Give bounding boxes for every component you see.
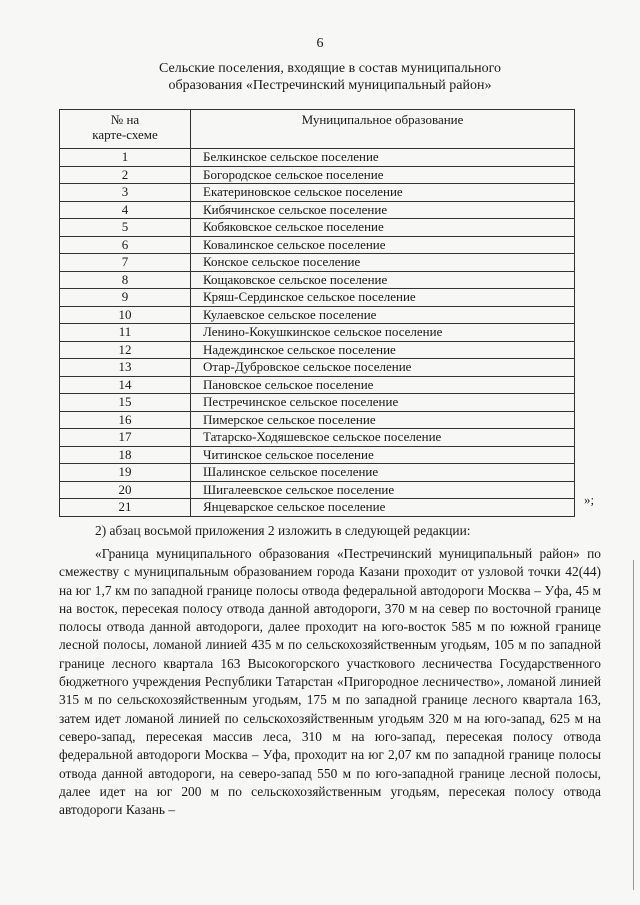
row-number: 20	[60, 481, 191, 499]
amendment-intro: 2) абзац восьмой приложения 2 изложить в следующей редакции:	[95, 523, 471, 538]
table-body	[60, 149, 575, 517]
row-settlement-name: Кощаковское сельское поселение	[191, 271, 575, 289]
row-settlement-name: Ленино-Кокушкинское сельское поселение	[191, 324, 575, 342]
closing-quote: »;	[584, 492, 595, 507]
row-number: 4	[60, 201, 191, 219]
row-settlement-name: Кибячинское сельское поселение	[191, 201, 575, 219]
row-number: 14	[60, 376, 191, 394]
row-settlement-name: Кряш-Сердинское сельское поселение	[191, 289, 575, 307]
table-row	[60, 499, 575, 517]
column-header-number-line-2: карте-схеме	[92, 127, 158, 142]
table-row	[60, 201, 575, 219]
table-row	[60, 429, 575, 447]
table-row	[60, 376, 575, 394]
row-number: 12	[60, 341, 191, 359]
table-row	[60, 324, 575, 342]
row-settlement-name: Татарско-Ходяшевское сельское поселение	[191, 429, 575, 447]
row-number: 11	[60, 324, 191, 342]
table-heading	[120, 60, 540, 94]
row-number: 10	[60, 306, 191, 324]
row-number: 19	[60, 464, 191, 482]
row-number: 17	[60, 429, 191, 447]
table-row	[60, 341, 575, 359]
table-row	[60, 166, 575, 184]
settlements-table	[59, 109, 575, 517]
row-settlement-name: Надеждинское сельское поселение	[191, 341, 575, 359]
heading-line-1: Сельские поселения, входящие в состав муниципального	[158, 61, 501, 76]
row-settlement-name: Кобяковское сельское поселение	[191, 219, 575, 237]
heading-line-2: образования «Пестречинский муниципальный район»	[168, 78, 492, 93]
row-settlement-name: Шалинское сельское поселение	[191, 464, 575, 482]
row-settlement-name: Читинское сельское поселение	[191, 446, 575, 464]
table-row	[60, 184, 575, 202]
row-number: 21	[60, 499, 191, 517]
boundary-description: «Граница муниципального образования «Пестречинский муниципальный район» по смежеству с муниципальным образованием города Казани проходит от узловой точки 42(44) на юг 1,7 км по западной границе полосы отвода федеральной автодороги Москва – Уфа, 45 м на восток, пересекая полосу отвода данной автодороги, 370 м на север по восточной границе полосы отвода данной автодороги, далее проходит на юго-восток 585 м по южной границе лесной полосы, ломаной линией 435 м по сельскохозяйственным угодьям, 105 м по западной границе лесного квартала 163 Высокогорского участкового лесничества Государственного бюджетного учреждения Республики Татарстан «Пригородное лесничество», ломаной линией 315 м по сельскохозяйственным угодьям, 175 м по западной границе лесного квартала 163, затем идет ломаной линией по сельскохозяйственным угодьям 320 м на юго-запад, 625 м на северо-запад, пересекая массив леса, 310 м на юго-запад, пересекая полосу отвода федеральной автодороги Москва – Уфа, проходит на юг 2,07 км по западной границе полосы отвода данной автодороги, на северо-запад 550 м по юго-западной границе лесной полосы, далее идет на юг 200 м по сельскохозяйственным угодьям, пересекая полосу отвода автодороги Казань –	[59, 546, 601, 818]
row-settlement-name: Белкинское сельское поселение	[191, 149, 575, 167]
row-number: 5	[60, 219, 191, 237]
table-row	[60, 254, 575, 272]
table-row	[60, 481, 575, 499]
row-number: 7	[60, 254, 191, 272]
row-number: 6	[60, 236, 191, 254]
row-settlement-name: Ковалинское сельское поселение	[191, 236, 575, 254]
margin-line	[633, 560, 634, 890]
row-number: 18	[60, 446, 191, 464]
row-number: 2	[60, 166, 191, 184]
row-settlement-name: Пановское сельское поселение	[191, 376, 575, 394]
column-header-number-line-1: № на	[110, 112, 140, 127]
table-row	[60, 394, 575, 412]
table-row	[60, 219, 575, 237]
table-row	[60, 149, 575, 167]
table-row	[60, 236, 575, 254]
row-number: 8	[60, 271, 191, 289]
page-number: 6	[316, 36, 324, 51]
row-settlement-name: Богородское сельское поселение	[191, 166, 575, 184]
table-row	[60, 306, 575, 324]
row-number: 15	[60, 394, 191, 412]
row-settlement-name: Пимерское сельское поселение	[191, 411, 575, 429]
table-row	[60, 411, 575, 429]
row-settlement-name: Пестречинское сельское поселение	[191, 394, 575, 412]
table-row	[60, 464, 575, 482]
table-row	[60, 271, 575, 289]
row-settlement-name: Отар-Дубровское сельское поселение	[191, 359, 575, 377]
column-header-name: Муниципальное образование	[191, 110, 575, 149]
row-settlement-name: Екатериновское сельское поселение	[191, 184, 575, 202]
row-settlement-name: Конское сельское поселение	[191, 254, 575, 272]
row-number: 13	[60, 359, 191, 377]
row-number: 3	[60, 184, 191, 202]
row-settlement-name: Янцеварское сельское поселение	[191, 499, 575, 517]
row-settlement-name: Кулаевское сельское поселение	[191, 306, 575, 324]
table-row	[60, 446, 575, 464]
table-row	[60, 289, 575, 307]
row-number: 1	[60, 149, 191, 167]
row-settlement-name: Шигалеевское сельское поселение	[191, 481, 575, 499]
table-row	[60, 359, 575, 377]
column-header-number	[60, 110, 191, 149]
table-header-row	[60, 110, 575, 149]
row-number: 16	[60, 411, 191, 429]
row-number: 9	[60, 289, 191, 307]
